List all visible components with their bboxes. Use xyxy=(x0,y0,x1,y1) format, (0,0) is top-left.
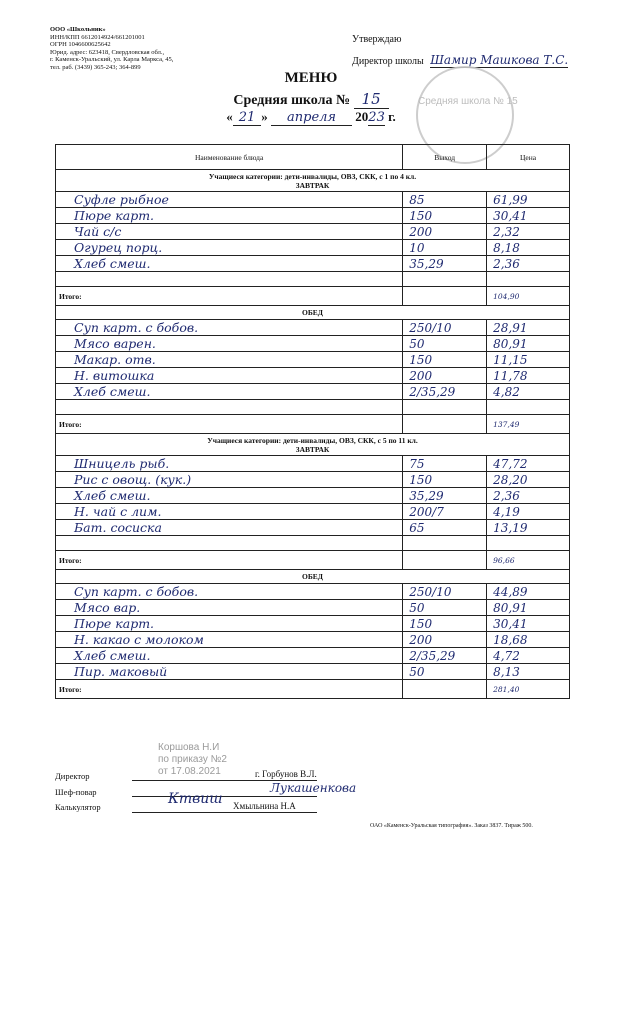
dish-name: Н. витошка xyxy=(56,368,403,384)
dish-output: 50 xyxy=(403,336,487,352)
dish-output: 150 xyxy=(403,472,487,488)
total-price: 137,49 xyxy=(487,415,570,434)
table-row xyxy=(56,584,570,600)
blank-cell xyxy=(56,272,403,287)
dish-output: 150 xyxy=(403,208,487,224)
dish-name: Хлеб смеш. xyxy=(56,256,403,272)
school-director-line xyxy=(352,53,568,67)
table-row xyxy=(56,616,570,632)
dish-price: 2,32 xyxy=(487,224,570,240)
category-row xyxy=(56,170,570,192)
table-row xyxy=(56,600,570,616)
school-number: 15 xyxy=(354,90,389,109)
blank-cell xyxy=(487,536,570,551)
faded-line: по приказу №2 xyxy=(158,754,227,765)
dish-price: 4,82 xyxy=(487,384,570,400)
total-price: 104,90 xyxy=(487,287,570,306)
dish-output: 50 xyxy=(403,664,487,680)
total-row xyxy=(56,415,570,434)
org-line: ИНН/КПП 6612014924/661201001 xyxy=(50,33,145,41)
chef-signature: Лукашенкова xyxy=(270,781,357,795)
dish-output: 200/7 xyxy=(403,504,487,520)
dish-output: 250/10 xyxy=(403,584,487,600)
director-label: Директор школы xyxy=(352,56,424,67)
table-row xyxy=(56,224,570,240)
column-header-name: Наименование блюда xyxy=(56,145,403,170)
chef-label: Шеф-повар xyxy=(55,787,97,797)
organization-details xyxy=(50,26,173,71)
total-label: Итого: xyxy=(56,415,403,434)
dish-name: Хлеб смеш. xyxy=(56,384,403,400)
table-row xyxy=(56,648,570,664)
dish-price: 80,91 xyxy=(487,600,570,616)
meal-row xyxy=(56,306,570,320)
total-output-cell xyxy=(403,680,487,699)
blank-cell xyxy=(487,272,570,287)
table-row xyxy=(56,384,570,400)
dish-price: 8,18 xyxy=(487,240,570,256)
dish-price: 4,19 xyxy=(487,504,570,520)
calculator-signature: Ктвиш xyxy=(168,791,223,807)
blank-cell xyxy=(487,400,570,415)
dish-output: 2/35,29 xyxy=(403,648,487,664)
org-line: ООО «Школьник» xyxy=(50,26,106,33)
meal-label: ОБЕД xyxy=(56,570,570,584)
menu-title: МЕНЮ xyxy=(284,70,338,86)
dish-price: 47,72 xyxy=(487,456,570,472)
blank-row xyxy=(56,400,570,415)
dish-name: Хлеб смеш. xyxy=(56,488,403,504)
dish-output: 35,29 xyxy=(403,488,487,504)
dish-name: Пир. маковый xyxy=(56,664,403,680)
table-row xyxy=(56,368,570,384)
director-signature-label: Директор xyxy=(55,771,90,781)
dish-price: 11,15 xyxy=(487,352,570,368)
table-row xyxy=(56,520,570,536)
total-output-cell xyxy=(403,287,487,306)
menu-table xyxy=(55,144,570,699)
dish-name: Мясо вар. xyxy=(56,600,403,616)
category-label: Учащиеся категории: дети-инвалиды, ОВЗ, СКК, с 1 по 4 кл. xyxy=(208,171,417,181)
org-line: тел. раб. (3439) 365-243; 364-899 xyxy=(50,63,141,71)
dish-price: 18,68 xyxy=(487,632,570,648)
dish-name: Чай с/с xyxy=(56,224,403,240)
total-price: 281,40 xyxy=(487,680,570,699)
approve-label: Утверждаю xyxy=(352,34,402,45)
menu-table-body xyxy=(56,170,570,699)
dish-name: Суп карт. с бобов. xyxy=(56,584,403,600)
dish-name: Бат. сосиска xyxy=(56,520,403,536)
org-line: ОГРН 1046600625642 xyxy=(50,41,111,48)
table-row xyxy=(56,336,570,352)
blank-cell xyxy=(56,536,403,551)
org-line: г. Каменск-Уральский, ул. Карла Маркса, 45, xyxy=(50,56,174,63)
total-row xyxy=(56,551,570,570)
dish-output: 75 xyxy=(403,456,487,472)
chef-signature-line xyxy=(132,796,317,797)
total-price: 96,66 xyxy=(487,551,570,570)
category-cell xyxy=(56,170,570,192)
dish-name: Рис с овощ. (кук.) xyxy=(56,472,403,488)
dish-price: 80,91 xyxy=(487,336,570,352)
meal-label: ЗАВТРАК xyxy=(295,444,330,454)
dish-price: 30,41 xyxy=(487,616,570,632)
dish-name: Н. какао с молоком xyxy=(56,632,403,648)
calculator-label: Калькулятор xyxy=(55,802,101,812)
dish-output: 85 xyxy=(403,192,487,208)
total-output-cell xyxy=(403,551,487,570)
dish-price: 4,72 xyxy=(487,648,570,664)
column-header-price: Цена xyxy=(487,145,570,170)
table-row xyxy=(56,352,570,368)
director-signature: Шамир Машкова Т.С. xyxy=(430,53,569,67)
meal-row xyxy=(56,570,570,584)
dish-output: 200 xyxy=(403,224,487,240)
dish-price: 28,20 xyxy=(487,472,570,488)
dish-price: 8,13 xyxy=(487,664,570,680)
dish-price: 30,41 xyxy=(487,208,570,224)
dish-price: 13,19 xyxy=(487,520,570,536)
meal-label: ОБЕД xyxy=(56,306,570,320)
dish-output: 65 xyxy=(403,520,487,536)
printer-info: ОАО «Каменск-Уральская типография». Заказ 3837. Тираж 500. xyxy=(370,823,533,829)
dish-name: Пюре карт. xyxy=(56,208,403,224)
blank-cell xyxy=(56,400,403,415)
table-row xyxy=(56,472,570,488)
dish-output: 10 xyxy=(403,240,487,256)
calculator-signature-line xyxy=(132,812,317,813)
dish-output: 2/35,29 xyxy=(403,384,487,400)
dish-price: 61,99 xyxy=(487,192,570,208)
category-row xyxy=(56,434,570,456)
blank-row xyxy=(56,272,570,287)
dish-name: Мясо варен. xyxy=(56,336,403,352)
blank-cell xyxy=(403,536,487,551)
total-label: Итого: xyxy=(56,287,403,306)
school-subtitle xyxy=(0,90,622,109)
dish-name: Суп карт. с бобов. xyxy=(56,320,403,336)
dish-output: 200 xyxy=(403,632,487,648)
category-label: Учащиеся категории: дети-инвалиды, ОВЗ, СКК, с 5 по 11 кл. xyxy=(207,435,418,445)
category-cell xyxy=(56,434,570,456)
total-row xyxy=(56,680,570,699)
table-header-row xyxy=(56,145,570,170)
blank-cell xyxy=(403,272,487,287)
dish-name: Хлеб смеш. xyxy=(56,648,403,664)
dish-name: Огурец порц. xyxy=(56,240,403,256)
menu-date: « 21 » апреля 2023 г. xyxy=(226,109,396,125)
total-label: Итого: xyxy=(56,551,403,570)
date-year-suffix: 23 xyxy=(368,110,385,125)
date-year-prefix: 20 xyxy=(355,109,369,124)
dish-output: 150 xyxy=(403,616,487,632)
table-row xyxy=(56,208,570,224)
column-header-out: Выход xyxy=(403,145,487,170)
dish-price: 2,36 xyxy=(487,256,570,272)
dish-name: Макар. отв. xyxy=(56,352,403,368)
total-output-cell xyxy=(403,415,487,434)
dish-price: 2,36 xyxy=(487,488,570,504)
director-name: г. Горбунов В.Л. xyxy=(255,769,317,779)
dish-name: Н. чай с лим. xyxy=(56,504,403,520)
table-row xyxy=(56,664,570,680)
table-row xyxy=(56,240,570,256)
calculator-name: Хмыльнина Н.А xyxy=(233,801,296,811)
org-line: Юрид. адрес: 623418, Свердловская обл., xyxy=(50,48,165,56)
faded-line: Коршова Н.И xyxy=(158,742,220,753)
dish-price: 44,89 xyxy=(487,584,570,600)
total-label: Итого: xyxy=(56,680,403,699)
dish-output: 200 xyxy=(403,368,487,384)
dish-output: 35,29 xyxy=(403,256,487,272)
dish-output: 250/10 xyxy=(403,320,487,336)
stamp-text: Средняя школа № 15 xyxy=(418,96,518,107)
meal-label: ЗАВТРАК xyxy=(295,180,330,190)
table-row xyxy=(56,256,570,272)
dish-name: Суфле рыбное xyxy=(56,192,403,208)
school-label: Средняя школа № xyxy=(233,93,351,108)
dish-price: 28,91 xyxy=(487,320,570,336)
date-month: апреля xyxy=(271,110,352,126)
dish-price: 11,78 xyxy=(487,368,570,384)
date-day: 21 xyxy=(233,110,262,126)
table-row xyxy=(56,456,570,472)
faded-stamp-note xyxy=(158,742,227,778)
dish-name: Шницель рыб. xyxy=(56,456,403,472)
table-row xyxy=(56,504,570,520)
dish-name: Пюре карт. xyxy=(56,616,403,632)
dish-output: 50 xyxy=(403,600,487,616)
blank-cell xyxy=(403,400,487,415)
table-row xyxy=(56,488,570,504)
table-row xyxy=(56,632,570,648)
dish-output: 150 xyxy=(403,352,487,368)
table-row xyxy=(56,320,570,336)
table-row xyxy=(56,192,570,208)
total-row xyxy=(56,287,570,306)
date-suffix: г. xyxy=(388,109,396,124)
blank-row xyxy=(56,536,570,551)
faded-line: от 17.08.2021 xyxy=(158,766,221,777)
